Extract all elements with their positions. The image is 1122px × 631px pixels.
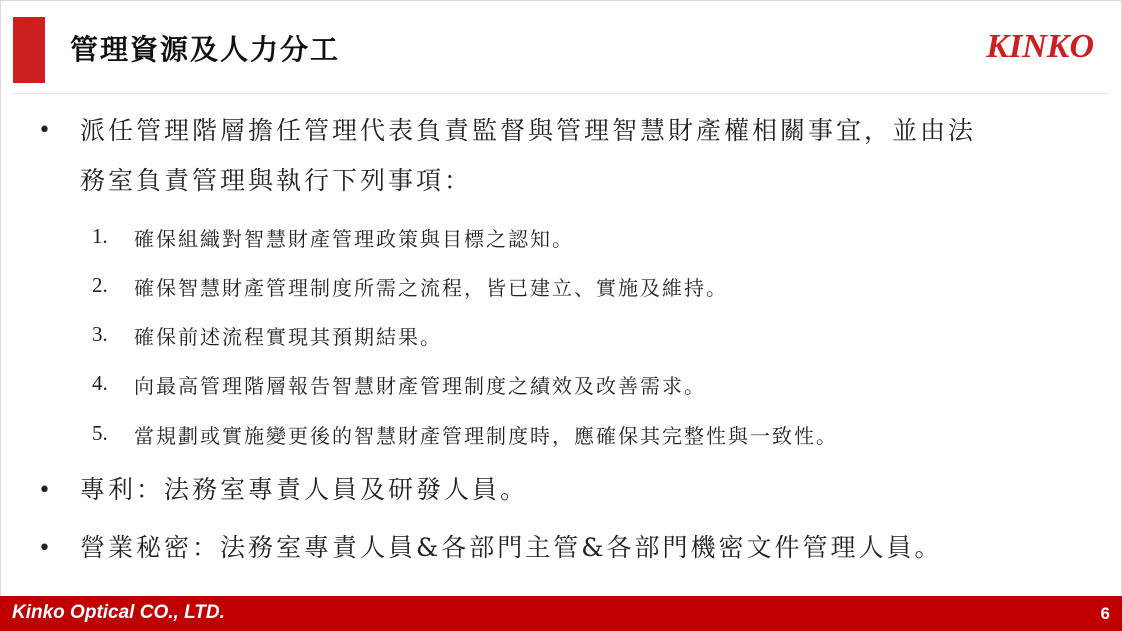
bullet-icon: • [38,118,51,143]
sub-item-4-text: 向最高管理階層報告智慧財產管理制度之績效及改善需求。 [134,374,706,398]
bullet-icon: • [38,478,51,503]
header-divider [13,93,1109,94]
sub-item-3-text: 確保前述流程實現其預期結果。 [134,325,442,349]
sub-item-5-text: 當規劃或實施變更後的智慧財產管理制度時，應確保其完整性與一致性。 [134,424,838,448]
bullet-icon: • [38,536,51,561]
title-accent-bar [13,17,45,83]
sub-item-1-text: 確保組織對智慧財產管理政策與目標之認知。 [134,227,574,251]
sub-item-1-number: 1. [92,224,108,248]
bullet-3-text: 營業秘密：法務室專責人員&各部門主管&各部門機密文件管理人員。 [80,533,943,562]
footer-company-name: Kinko Optical CO., LTD. [12,602,225,623]
sub-item-5-number: 5. [92,421,108,445]
footer-bar [0,596,1122,631]
page-title: 管理資源及人力分工 [70,33,341,66]
kinko-logo: KINKO [986,28,1094,65]
bullet-2-text: 專利：法務室專責人員及研發人員。 [80,475,529,504]
sub-item-2-number: 2. [92,273,108,297]
page-number: 6 [1100,604,1110,623]
sub-item-2-text: 確保智慧財產管理制度所需之流程，皆已建立、實施及維持。 [134,276,728,300]
sub-item-4-number: 4. [92,371,108,395]
bullet-1-line-1: 派任管理階層擔任管理代表負責監督與管理智慧財產權相關事宜，並由法 [80,116,977,145]
bullet-1-line-2: 務室負責管理與執行下列事項： [80,166,473,195]
sub-item-3-number: 3. [92,322,108,346]
